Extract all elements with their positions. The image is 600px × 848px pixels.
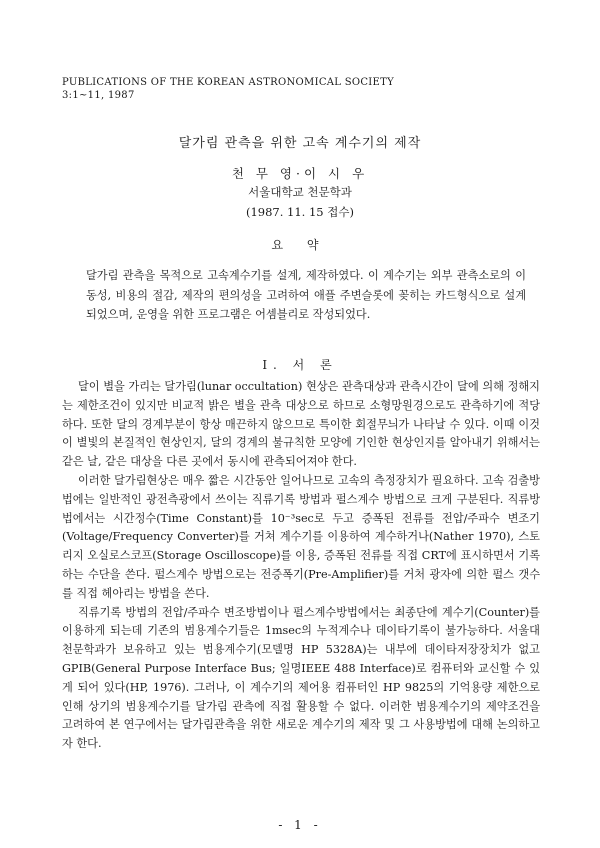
abstract-heading: 요 약: [271, 238, 329, 252]
body-paragraph: 이러한 달가림현상은 매우 짧은 시간동안 일어나므로 고속의 측정장치가 필요하다. 고속 검출방법에는 일반적인 광전측광에서 쓰이는 직류기록 방법과 펄스계수 방법으로 크게 구분된다. 직류방법에서는 시간정수(Time Constant)를 10⁻³sec로 두고 증폭된 전류를 전압/주파수 변조기(Voltage/Frequency Converter)를 거쳐 계수기를 이용하여 계수하거나(Nather 1970), 스토리지 오실로스코프(Storage Oscilloscope)를 이용, 증폭된 전류를 직접 CRT에 표시하면서 기록하는 수단을 쓴다. 펄스계수 방법으로는 전증폭기(Pre-Amplifier)를 거처 광자에 의한 펄스 갯수를 직접 헤아리는 방법을 쓴다.: [62, 473, 540, 600]
page-number: - 1 -: [278, 818, 322, 832]
received-date: (1987. 11. 15 접수): [245, 205, 354, 219]
paper-authors: 천 무 영·이 시 우: [231, 166, 369, 181]
abstract-text: 달가림 관측을 목적으로 고속계수기를 설계, 제작하였다. 이 계수기는 외부 관측소로의 이동성, 비용의 절감, 제작의 편의성을 고려하여 애플 주변슬롯에 꽂히는 카드형식으로 설계되었으며, 운영을 위한 프로그램은 어셈블리로 작성되었다.: [86, 269, 526, 321]
journal-header: [62, 76, 394, 102]
body-paragraph: 직류기록 방법의 전압/주파수 변조방법이나 펄스계수방법에서는 최종단에 계수기(Counter)를 이용하게 되는데 기존의 범용계수기들은 1msec의 누적계수나 데이타기록이 불가능하다. 서울대 천문학과가 보유하고 있는 범용계수기(모델명 HP 5328A)는 내부에 데이타저장장치가 없고 GPIB(General Purpose Interface Bus; 일명IEEE 488 Interface)로 컴퓨터와 교신할 수 있게 되어 있다(HP, 1976). 그러나, 이 계수기의 제어용 컴퓨터인 HP 9825의 기억용량 제한으로 인해 상기의 범용계수기를 달가림 관측에 직접 활용할 수 없다. 이러한 범용계수기의 제약조건을 고려하여 본 연구에서는 달가림관측을 위한 새로운 계수기의 제작 및 그 사용방법에 대해 논의하고자 한다.: [62, 605, 540, 751]
paper-title: 달가림 관측을 위한 고속 계수기의 제작: [178, 136, 422, 151]
paper-affiliation: 서울대학교 천문학과: [248, 185, 352, 199]
body-paragraph: 달이 별을 가리는 달가림(lunar occultation) 현상은 관측대상과 관측시간이 달에 의해 정해지는 제한조건이 있지만 비교적 밝은 별을 관측 대상으로 하므로 소형망원경으로도 관측하기에 적당하다. 또한 달의 경계부분이 항상 매끈하지 않으므로 특이한 회절무늬가 나타날 수 있다. 이때 이것이 별빛의 본질적인 현상인지, 달의 경계의 불규칙한 모양에 기인한 현상인지를 알아내기 위해서는 같은 날, 같은 대상을 다른 곳에서 동시에 관측되어져야 한다.: [62, 380, 540, 469]
section-body-introduction: [62, 378, 540, 754]
journal-name: PUBLICATIONS OF THE KOREAN ASTRONOMICAL SOCIETY: [62, 77, 395, 88]
section-heading-introduction: I. 서 론: [262, 358, 338, 372]
journal-volume: 3:1~11, 1987: [62, 90, 135, 101]
